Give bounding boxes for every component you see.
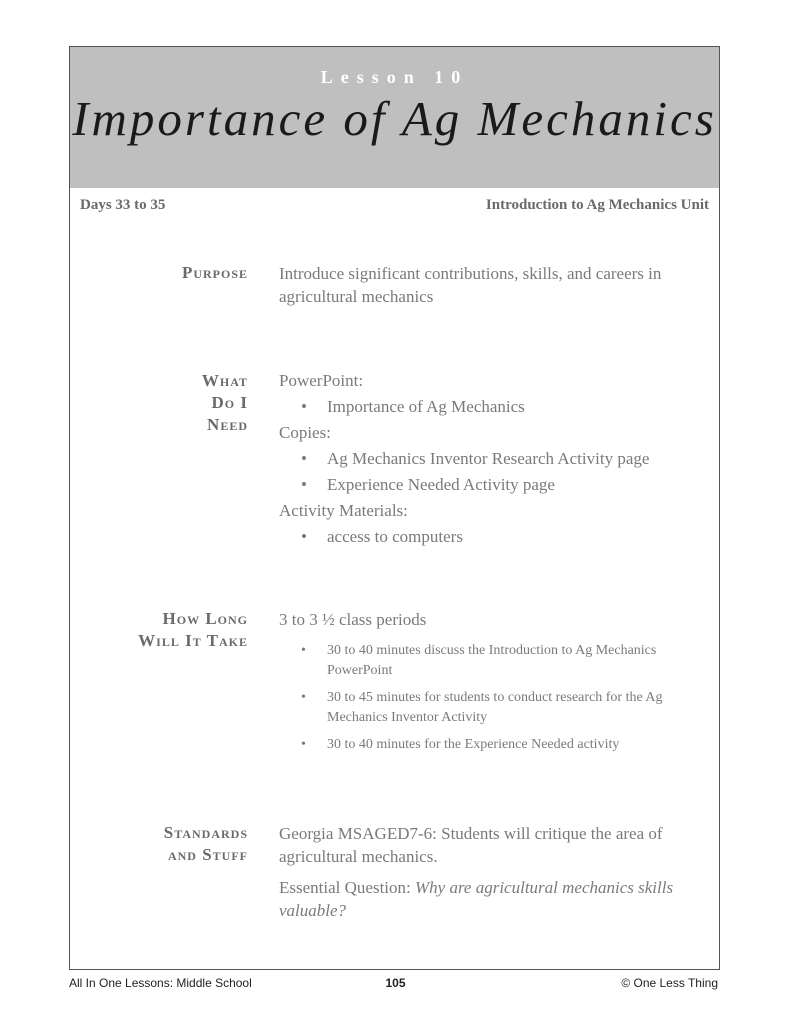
need-label: What Do I Need: [201, 371, 248, 434]
lesson-title: Importance of Ag Mechanics: [72, 91, 717, 146]
bullet-icon: •: [301, 690, 306, 705]
list-item: • Ag Mechanics Inventor Research Activity page: [301, 449, 650, 468]
bullet-icon: •: [301, 449, 307, 468]
essential-question: [279, 876, 709, 922]
purpose-section: [279, 262, 709, 308]
copies-list: [279, 447, 709, 496]
list-item: • access to computers: [301, 527, 463, 546]
materials-heading: Activity Materials:: [279, 501, 408, 520]
list-item: • Importance of Ag Mechanics: [301, 397, 525, 416]
days-range: Days 33 to 35: [80, 197, 166, 213]
duration-summary: 3 to 3 ½ class periods: [279, 610, 427, 629]
bullet-icon: •: [301, 475, 307, 494]
list-item: • 30 to 40 minutes discuss the Introduction to Ag Mechanics PowerPoint: [301, 643, 657, 678]
footer-book-title: All In One Lessons: Middle School: [69, 976, 252, 990]
purpose-text: Introduce significant contributions, skills, and careers in agricultural mechanics: [279, 264, 662, 306]
need-section: [279, 369, 709, 551]
lesson-frame: [69, 46, 720, 970]
materials-list: [279, 525, 709, 548]
standard-text: Georgia MSAGED7-6: Students will critique the area of agricultural mechanics.: [279, 824, 663, 866]
duration-section: [279, 608, 709, 762]
standards-section: [279, 822, 709, 922]
powerpoint-heading: PowerPoint:: [279, 371, 364, 390]
footer-copyright: © One Less Thing: [621, 976, 718, 990]
lesson-header: [70, 47, 719, 188]
list-item: • Experience Needed Activity page: [301, 475, 555, 494]
bullet-icon: •: [301, 527, 307, 546]
bullet-icon: •: [301, 643, 306, 658]
copies-heading: Copies:: [279, 423, 331, 442]
footer-page-number: 105: [385, 976, 406, 990]
standards-label: Standards and Stuff: [163, 823, 248, 864]
essential-question-prefix: Essential Question:: [279, 878, 415, 897]
duration-list: [279, 641, 709, 755]
lesson-number: Lesson 10: [320, 67, 469, 87]
duration-label: How Long Will It Take: [138, 609, 248, 650]
bullet-icon: •: [301, 397, 307, 416]
list-item: • 30 to 45 minutes for students to conduct research for the Ag Mechanics Inventor Activity: [301, 690, 663, 725]
unit-name: Introduction to Ag Mechanics Unit: [485, 197, 709, 213]
list-item: • 30 to 40 minutes for the Experience Needed activity: [279, 735, 709, 755]
bullet-icon: •: [301, 737, 306, 752]
purpose-label: Purpose: [181, 263, 248, 282]
powerpoint-list: [279, 395, 709, 418]
essential-question-text: Why are agricultural mechanics skills valuable?: [279, 878, 674, 920]
